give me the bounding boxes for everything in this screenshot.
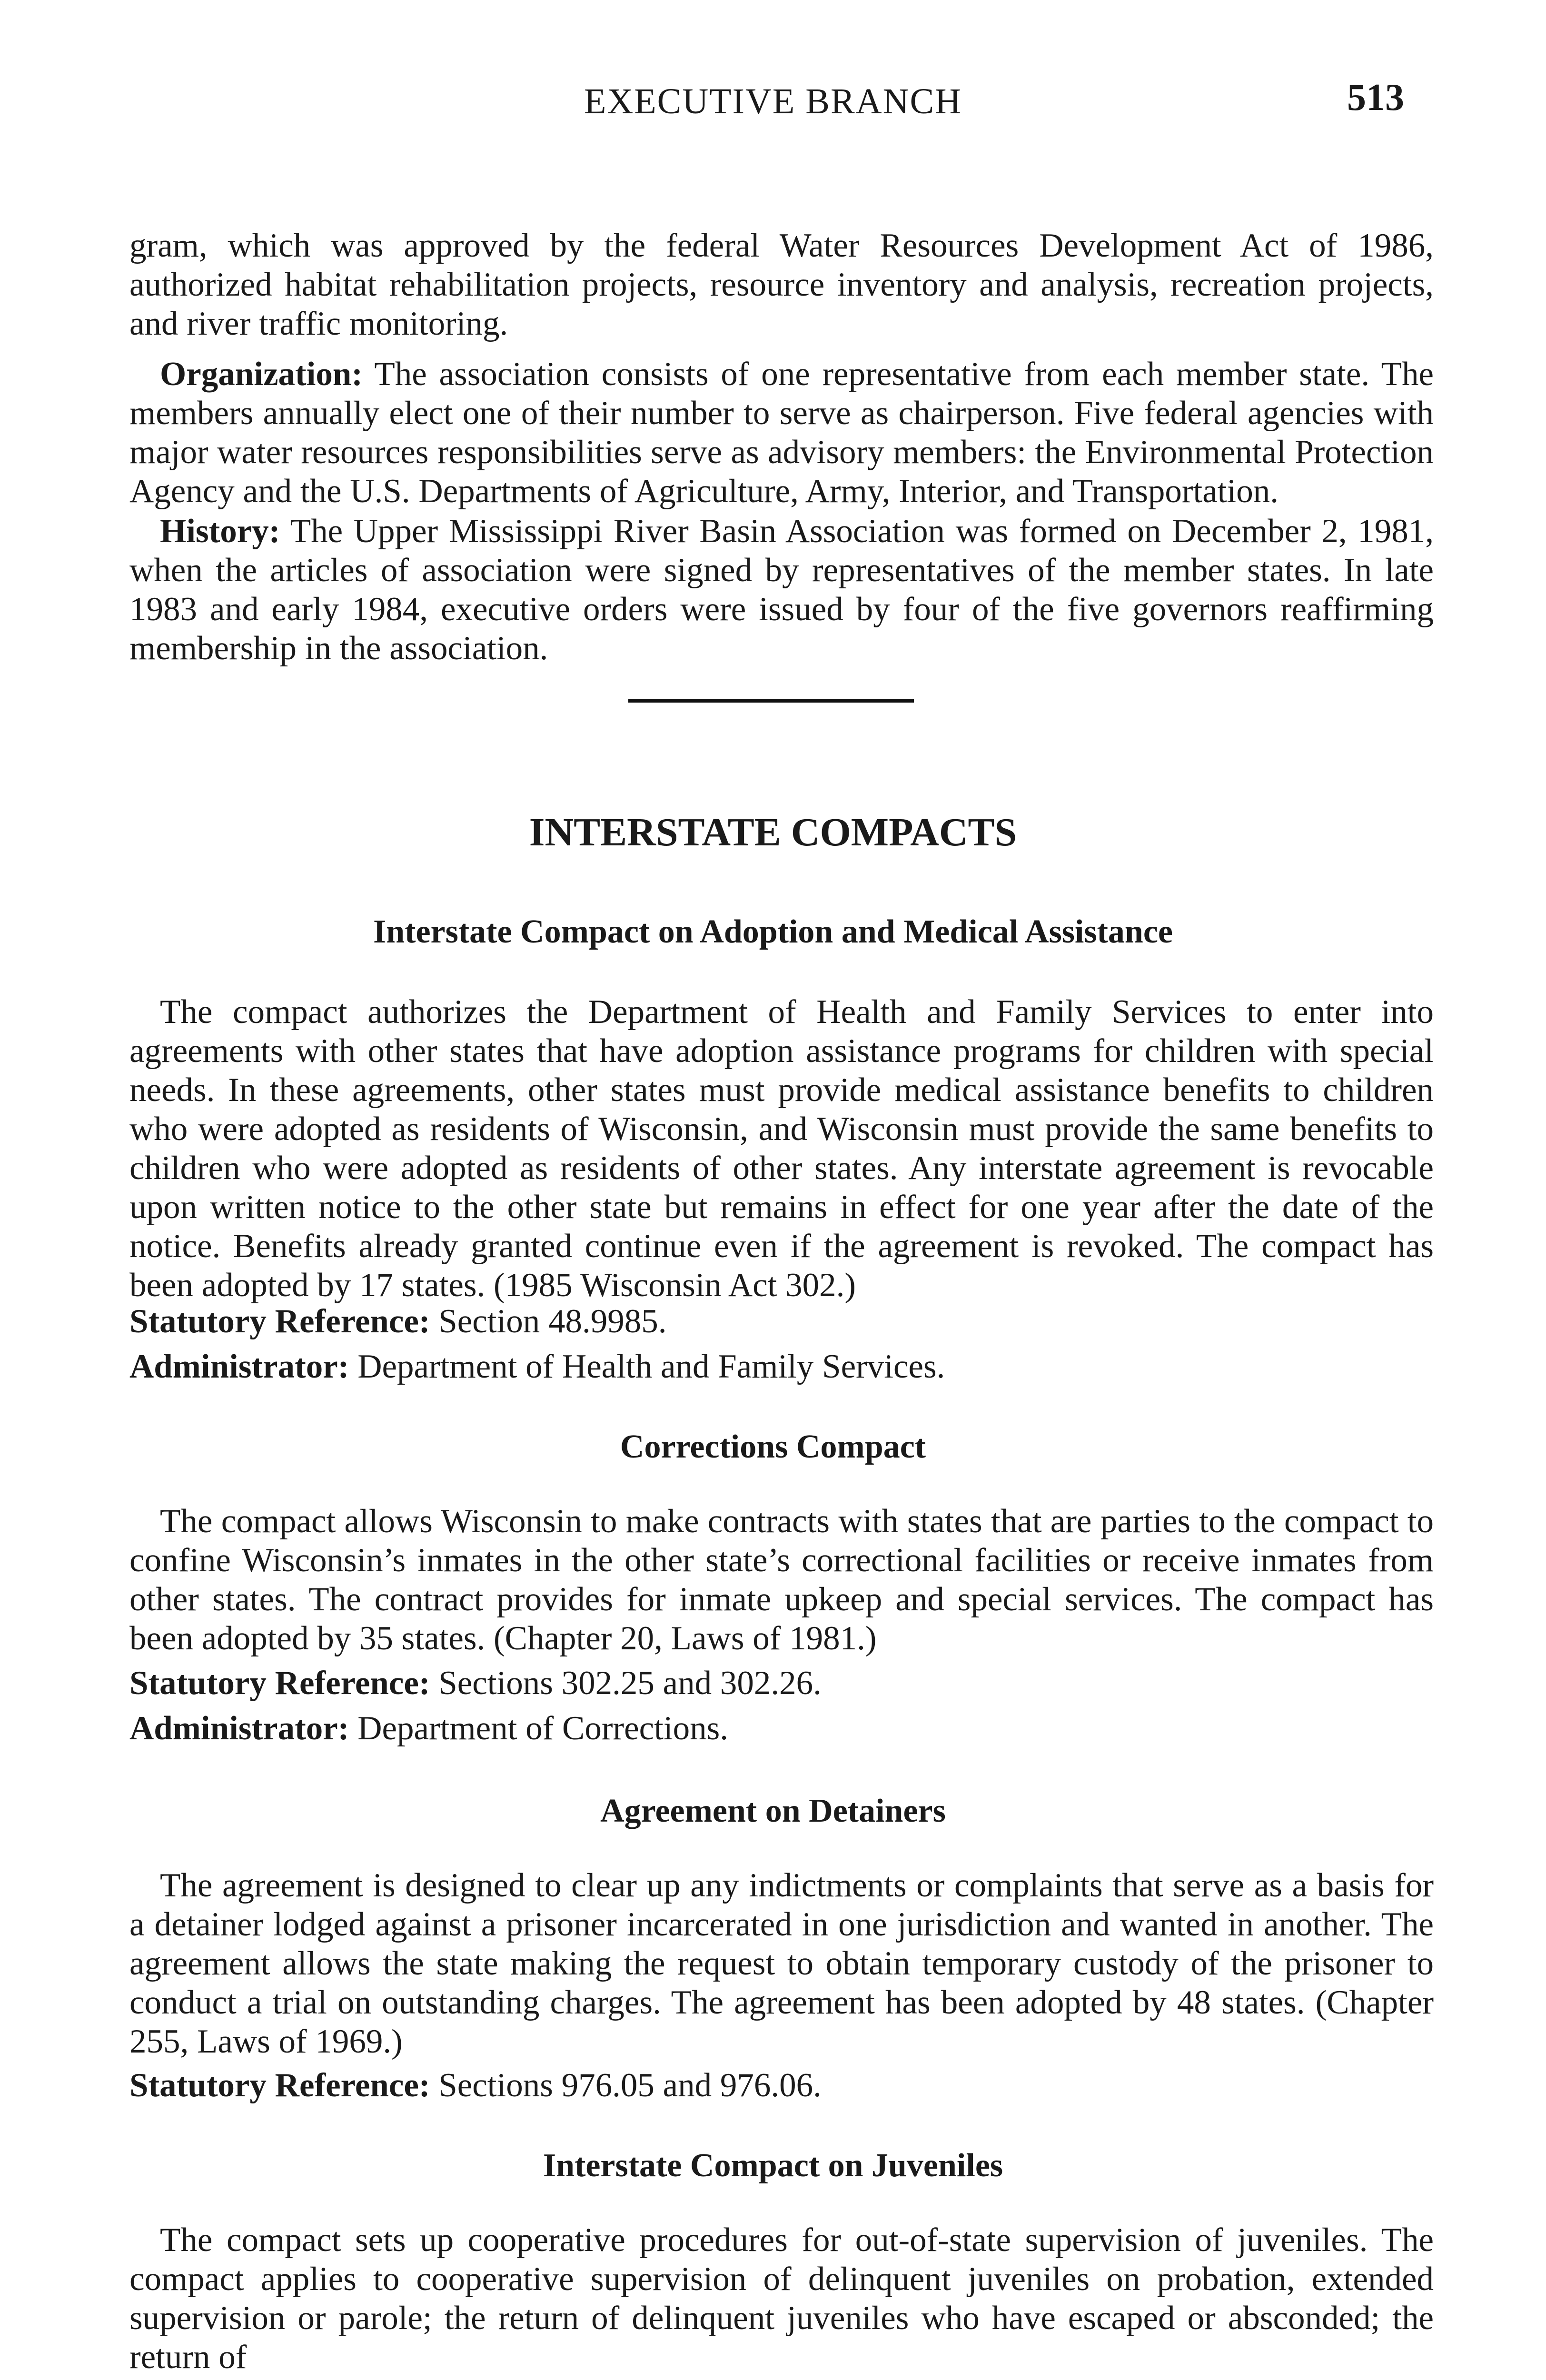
history-text: The Upper Mississippi River Basin Association was formed on December 2, 1981, when the articles of association were signed by representatives of the member states. In late 1983 and early 1984, executive orders were issued by four of the five governors reaffirming membership in the association.	[129, 513, 1434, 667]
organization-paragraph	[129, 355, 1434, 511]
statutory-reference-corrections	[129, 1664, 1434, 1703]
organization-block	[129, 355, 1434, 511]
organization-text: The association consists of one representative from each member state. The members annually elect one of their number to serve as chairperson. Five federal agencies with major water resources responsibilities serve as advisory members: the Environmental Protection Agency and the U.S. Departments of Agriculture, Army, Interior, and Transportation.	[129, 356, 1434, 510]
administrator-line-adoption	[129, 1347, 1434, 1386]
statutory-text: Sections 976.05 and 976.06.	[430, 2067, 822, 2104]
page-number: 513	[1347, 77, 1404, 119]
administrator-corrections	[129, 1709, 1434, 1748]
compact-text-corrections: The compact allows Wisconsin to make contracts with states that are parties to the compact to confine Wisconsin’s inmates in the other state’s correctional facilities or receive inmates from other states. The contract provides for inmate upkeep and special services. The compact has been adopted by 35 states. (Chapter 20, Laws of 1981.)	[129, 1503, 1434, 1657]
compact-body-corrections	[129, 1502, 1434, 1658]
administrator-adoption	[129, 1347, 1434, 1386]
compact-title-detainers: Agreement on Detainers	[600, 1793, 946, 1829]
statutory-label: Statutory Reference:	[129, 2067, 430, 2104]
administrator-text: Department of Health and Family Services.	[349, 1348, 945, 1385]
statutory-label: Statutory Reference:	[129, 1303, 430, 1340]
history-block	[129, 512, 1434, 668]
statutory-line-adoption	[129, 1302, 1434, 1341]
statutory-line-corrections	[129, 1664, 1434, 1703]
statutory-text: Section 48.9985.	[430, 1303, 667, 1340]
statutory-label: Statutory Reference:	[129, 1665, 430, 1702]
statutory-reference-adoption	[129, 1302, 1434, 1341]
compact-text-adoption: The compact authorizes the Department of Health and Family Services to enter into agreements with other states that have adoption assistance programs for children with special needs. In these agreements, other states must provide medical assistance benefits to children who were adopted as residents of Wisconsin, and Wisconsin must provide the same benefits to children who were adopted as residents of other states. Any interstate agreement is revocable upon written notice to the other state but remains in effect for one year after the date of the notice. Benefits already granted continue even if the agreement is revoked. The compact has been adopted by 17 states. (1985 Wisconsin Act 302.)	[129, 993, 1434, 1304]
compact-text-juveniles: The compact sets up cooperative procedures for out-of-state supervision of juveniles. The compact applies to cooperative supervision of delinquent juveniles on probation, extended supervision or parole; the return of delinquent juveniles who have escaped or absconded; the return of	[129, 2221, 1434, 2376]
administrator-line-corrections	[129, 1709, 1434, 1748]
history-label: History:	[160, 513, 280, 550]
compact-title-juveniles: Interstate Compact on Juveniles	[543, 2147, 1003, 2184]
compact-body-adoption	[129, 992, 1434, 1305]
statutory-reference-detainers	[129, 2066, 1434, 2105]
compact-title-corrections: Corrections Compact	[620, 1428, 926, 1465]
administrator-text: Department of Corrections.	[349, 1710, 728, 1747]
organization-label: Organization:	[160, 356, 363, 393]
compact-title-adoption: Interstate Compact on Adoption and Medical Assistance	[373, 913, 1173, 950]
statutory-text: Sections 302.25 and 302.26.	[430, 1665, 822, 1702]
running-head: EXECUTIVE BRANCH	[584, 81, 962, 121]
history-paragraph	[129, 512, 1434, 668]
statutory-line-detainers	[129, 2066, 1434, 2105]
administrator-label: Administrator:	[129, 1348, 349, 1385]
section-title: INTERSTATE COMPACTS	[529, 810, 1017, 854]
section-divider	[628, 699, 914, 703]
intro-continuation-block	[129, 226, 1434, 343]
intro-continuation: gram, which was approved by the federal Water Resources Development Act of 1986, authorized habitat rehabilitation projects, resource inventory and analysis, recreation projects, and river traffic monitoring.	[129, 227, 1434, 342]
compact-text-detainers: The agreement is designed to clear up any indictments or complaints that serve as a basis for a detainer lodged against a prisoner incarcerated in one jurisdiction and wanted in another. The agreement allows the state making the request to obtain temporary custody of the prisoner to conduct a trial on outstanding charges. The agreement has been adopted by 48 states. (Chapter 255, Laws of 1969.)	[129, 1867, 1434, 2060]
compact-body-detainers	[129, 1866, 1434, 2061]
compact-body-juveniles	[129, 2221, 1434, 2377]
administrator-label: Administrator:	[129, 1710, 349, 1747]
